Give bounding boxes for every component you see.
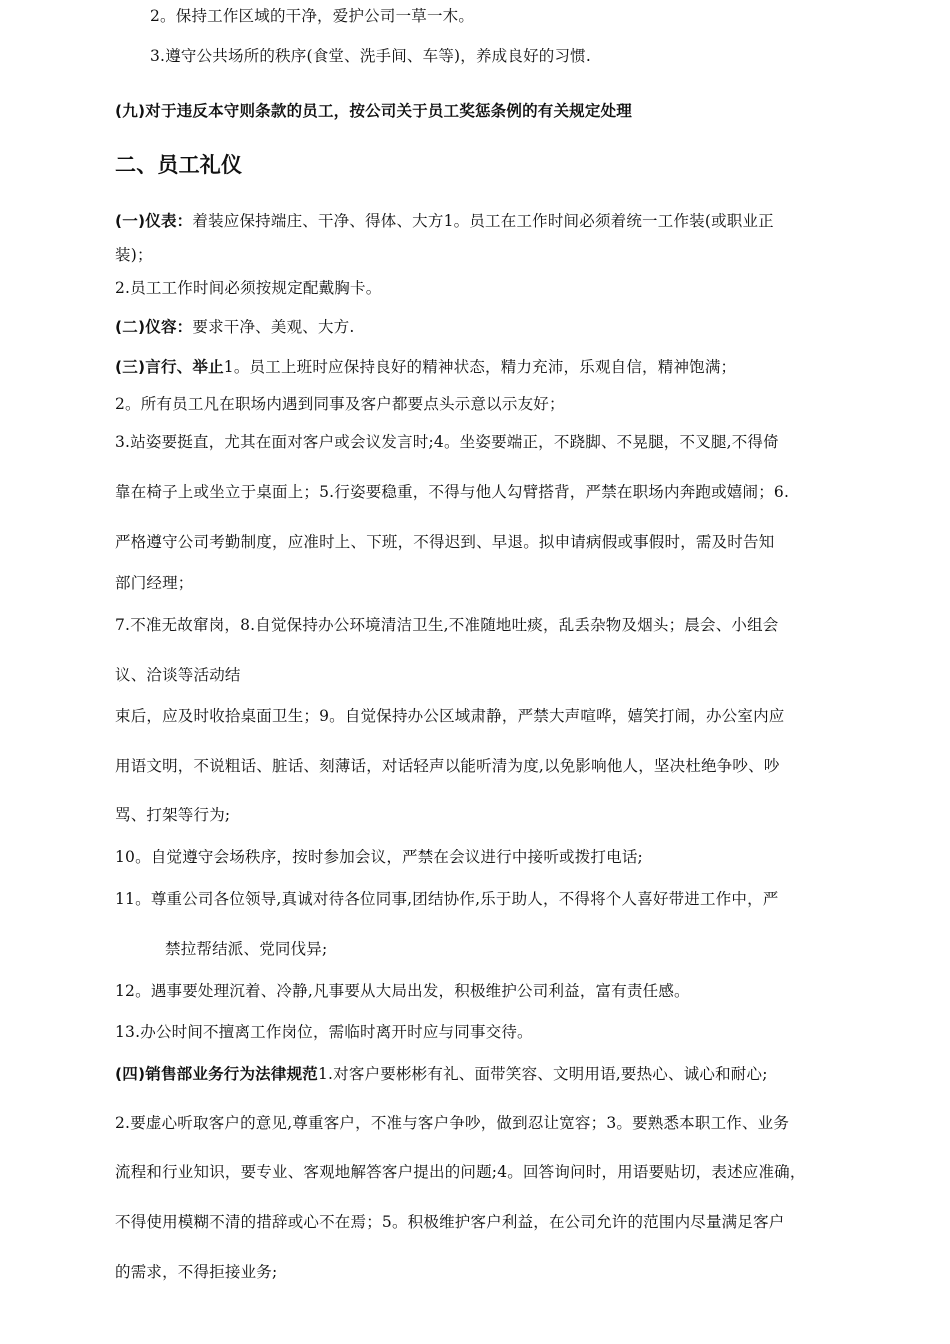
paragraph-text: 要求干净、美观、大方. (192, 318, 355, 336)
paragraph-line: 10。自觉遵守会场秩序，按时参加会议，严禁在会议进行中接听或拨打电话; (115, 848, 643, 866)
paragraph-text: 着装应保持端庄、干净、得体、大方1。员工在工作时间必须着统一工作装(或职业正 (192, 212, 774, 230)
paragraph-line: 3.站姿要挺直，尤其在面对客户或会议发言时;4。坐姿要端正，不跷脚、不晃腿，不叉腿,不得倚 (115, 433, 779, 451)
paragraph-line: 2。所有员工凡在职场内遇到同事及客户都要点头示意以示友好； (115, 395, 565, 413)
subheading-grooming: (二)仪容： (115, 318, 193, 336)
paragraph-line: 严格遵守公司考勤制度，应准时上、下班，不得迟到、早退。拟申请病假或事假时，需及时告知 (115, 533, 775, 551)
paragraph-line: 流程和行业知识，要专业、客观地解答客户提出的问题;4。回答询问时，用语要贴切，表述应准确， (115, 1163, 806, 1181)
subheading-appearance: (一)仪表： (115, 212, 193, 230)
paragraph-line: 3.遵守公共场所的秩序(食堂、洗手间、车等)，养成良好的习惯. (150, 47, 592, 65)
paragraph-line: 部门经理； (115, 574, 194, 592)
paragraph-text: 1。员工上班时应保持良好的精神状态，精力充沛，乐观自信，精神饱满； (223, 358, 737, 376)
paragraph-line: 装)； (115, 246, 153, 264)
paragraph-line: 不得使用模糊不清的措辞或心不在焉；5。积极维护客户利益，在公司允许的范围内尽量满足客户 (115, 1213, 785, 1231)
chapter-heading: 二、员工礼仪 (115, 153, 243, 177)
paragraph-line: 2.员工工作时间必须按规定配戴胸卡。 (115, 279, 382, 297)
subheading-sales-norms: (四)销售部业务行为法律规范 (115, 1065, 318, 1083)
paragraph-line: 靠在椅子上或坐立于桌面上；5.行姿要稳重，不得与他人勾臂搭背，严禁在职场内奔跑或嬉闹；6. (115, 483, 790, 501)
section-heading-9: (九)对于违反本守则条款的员工，按公司关于员工奖惩条例的有关规定处理 (115, 102, 632, 120)
paragraph-line: 用语文明，不说粗话、脏话、刻薄话，对话轻声以能听清为度,以免影响他人，坚决杜绝争吵、吵 (115, 757, 780, 775)
paragraph-line (115, 1064, 768, 1084)
paragraph-line: 的需求，不得拒接业务; (115, 1263, 278, 1281)
subheading-conduct: (三)言行、举止 (115, 358, 224, 376)
paragraph-line (115, 211, 774, 231)
paragraph-line (115, 357, 736, 377)
paragraph-line: 2。保持工作区域的干净，爱护公司一草一木。 (150, 7, 475, 25)
paragraph-line: 议、洽谈等活动结 (115, 666, 241, 684)
paragraph-line (115, 317, 355, 337)
paragraph-line: 禁拉帮结派、党同伐异; (165, 940, 328, 958)
paragraph-line: 13.办公时间不擅离工作岗位，需临时离开时应与同事交待。 (115, 1023, 533, 1041)
paragraph-line: 7.不准无故窜岗，8.自觉保持办公环境清洁卫生,不准随地吐痰，乱丢杂物及烟头；晨会、小组会 (115, 616, 779, 634)
paragraph-line: 12。遇事要处理沉着、冷静,凡事要从大局出发，积极维护公司利益，富有责任感。 (115, 982, 690, 1000)
paragraph-text: 1.对客户要彬彬有礼、面带笑容、文明用语,要热心、诚心和耐心; (317, 1065, 768, 1083)
paragraph-line: 束后，应及时收拾桌面卫生；9。自觉保持办公区域肃静，严禁大声喧哗，嬉笑打闹，办公室内应 (115, 707, 785, 725)
paragraph-line: 骂、打架等行为; (115, 806, 231, 824)
paragraph-line: 11。尊重公司各位领导,真诚对待各位同事,团结协作,乐于助人，不得将个人喜好带进工作中，严 (115, 890, 779, 908)
paragraph-line: 2.要虚心听取客户的意见,尊重客户，不准与客户争吵，做到忍让宽容；3。要熟悉本职工作、业务 (115, 1114, 790, 1132)
